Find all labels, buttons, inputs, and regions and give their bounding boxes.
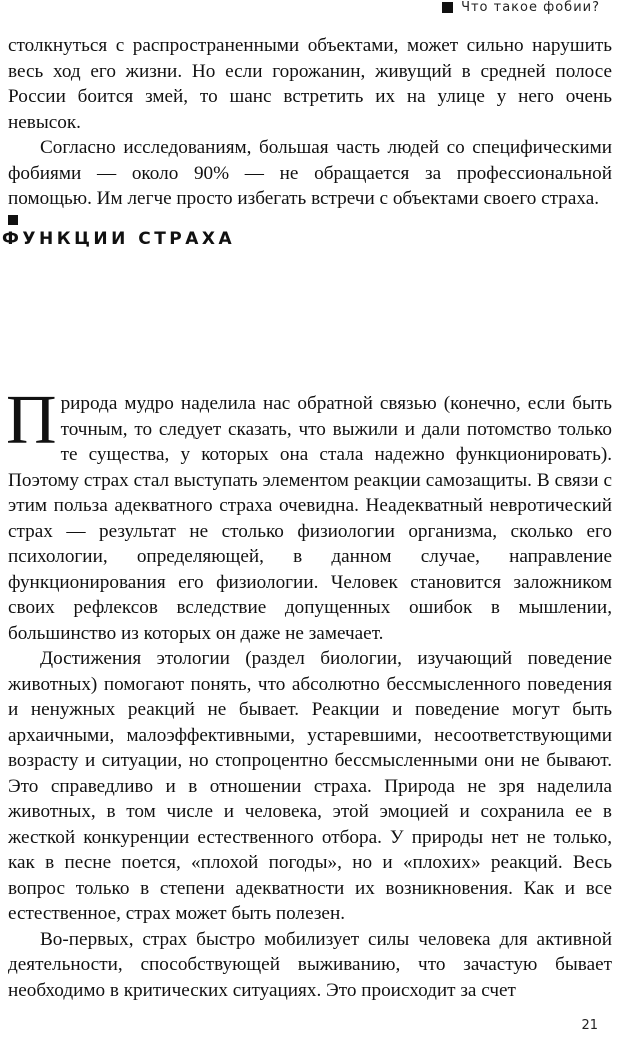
square-bullet-icon — [442, 2, 453, 13]
first-paragraph — [6, 382, 612, 646]
section-heading: ФУНКЦИИ СТРАХА — [2, 229, 236, 249]
running-title: Что такое фобии? — [461, 0, 600, 15]
first-paragraph-text: рирода мудро наделила нас обратной связью (конечно, если быть точным, то следует сказать, что выжили и дали потомство только те существа, у которых она стала надежно функционировать). Поэтому страх стал выступать элементом реакции самозащиты. В связи с этим польза адекватного страха очевидна. Неадекватный невротический страх — результат не столько физиологии организма, сколько его психологии, определяющей, в данном случае, направление функционирования его физиологии. Человек становится заложником своих рефлексов вследствие допущенных ошибок в мышлении, большинство из которых он даже не замечает. — [8, 393, 612, 644]
page-number: 21 — [581, 1018, 598, 1033]
section-square-icon — [8, 215, 18, 225]
paragraph: Согласно исследованиям, большая часть людей со специфическими фобиями — около 90% — не обращается за профессиональной помощью. Им легче просто избегать встречи с объектами своего страха. — [8, 137, 612, 209]
drop-cap: П — [6, 382, 57, 459]
paragraph: Достижения этологии (раздел биологии, изучающий поведение животных) помогают понять, что абсолютно бессмысленного поведения и ненужных реакций не бывает. Реакции и поведение могут быть архаичными, малоэффективными, устаревшими, несоответствующими возрасту и ситуации, но стопроцентно бессмысленными они не бывают. Это справедливо и в отношении страха. Природа не зря наделила животных, в том числе и человека, этой эмоцией и сохранила ее в жесткой конкуренции естественного отбора. У природы нет не только, как в песне поется, «плохой погоды», но и «плохих» реакций. Весь вопрос только в степени адекватности их возникновения. Как и все естественное, страх может быть полезен. — [8, 648, 612, 924]
running-header — [442, 0, 600, 15]
paragraph: Во-первых, страх быстро мобилизует силы человека для активной деятельности, способствующей выживанию, что зачастую бывает необходимо в критических ситуациях. Это происходит за счет — [8, 928, 612, 1001]
main-text-block — [6, 382, 612, 1003]
paragraph-continuation: столкнуться с распространенными объектами, может сильно нарушить весь ход его жизни. Но если горожанин, живущий в средней полосе России боится змей, то шанс встретить их на улице у него очень невысок. — [8, 35, 612, 133]
top-text-block — [8, 33, 612, 212]
